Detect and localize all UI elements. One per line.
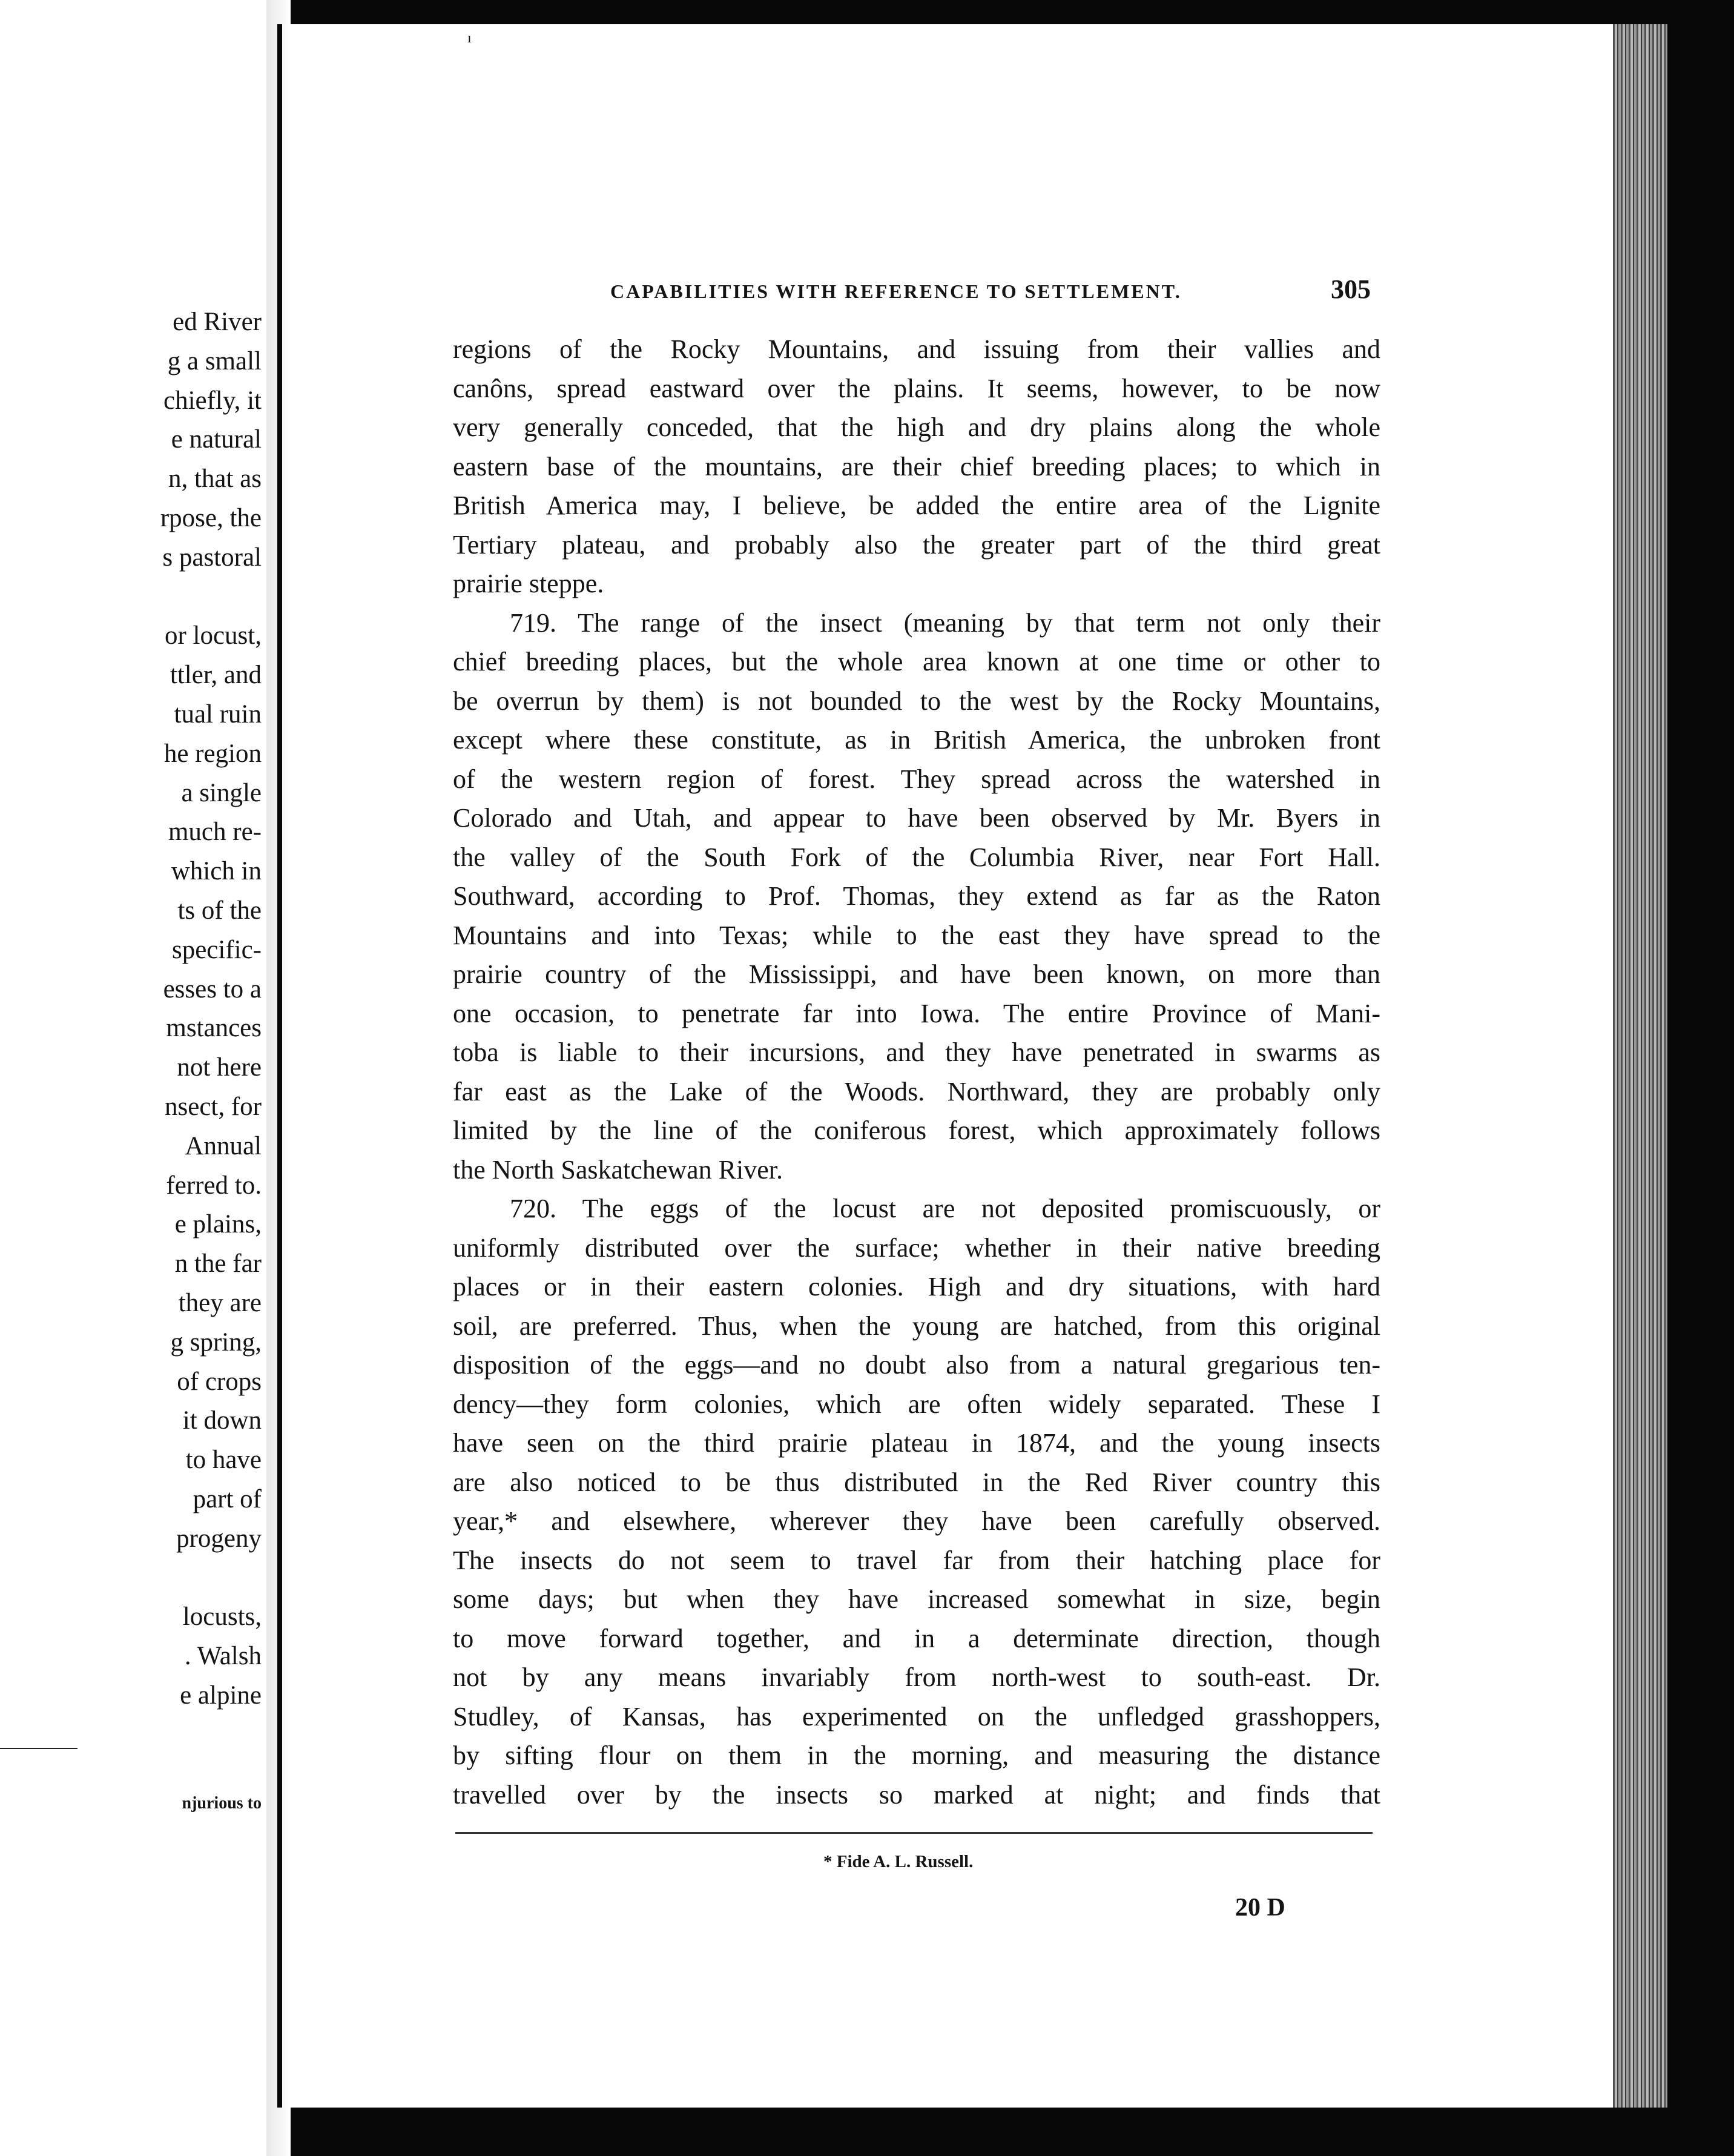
- facing-page-line: specific-: [171, 935, 262, 964]
- body-line: year,* and elsewhere, wherever they have been carefully observed.: [453, 1506, 1380, 1536]
- facing-page-fragment: [0, 0, 266, 2156]
- facing-page-line: s pastoral: [162, 543, 262, 572]
- facing-page-line: e plains,: [174, 1210, 262, 1239]
- facing-page-line: n, that as: [168, 465, 262, 494]
- facing-page-line: nsect, for: [165, 1093, 262, 1121]
- facing-page-line: they are: [178, 1289, 262, 1317]
- facing-page-line: Annual: [185, 1131, 262, 1160]
- facing-page-line: which in: [171, 857, 262, 886]
- page-number: 305: [1331, 274, 1371, 304]
- body-line: toba is liable to their incursions, and they have penetrated in swarms as: [453, 1037, 1380, 1067]
- facing-page-line: g a small: [167, 346, 262, 375]
- body-line: uniformly distributed over the surface; whether in their native breeding: [453, 1232, 1380, 1263]
- facing-page-line: e alpine: [180, 1681, 262, 1710]
- body-line: Tertiary plateau, and probably also the greater part of the third great: [453, 529, 1380, 560]
- facing-page-line: to have: [185, 1446, 262, 1475]
- body-line: to move forward together, and in a determinate direction, though: [453, 1623, 1380, 1653]
- facing-page-line: it down: [182, 1406, 262, 1435]
- body-text: [453, 330, 1380, 1814]
- body-line: are also noticed to be thus distributed in the Red River country this: [453, 1467, 1380, 1497]
- body-line: disposition of the eggs—and no doubt also from a natural gregarious ten-: [453, 1350, 1380, 1380]
- body-line: by sifting flour on them in the morning, and measuring the distance: [453, 1741, 1380, 1770]
- body-line: the valley of the South Fork of the Columbia River, near Fort Hall.: [453, 842, 1380, 872]
- facing-page-line: tual ruin: [174, 700, 262, 729]
- body-line: places or in their eastern colonies. High and dry situations, with hard: [453, 1272, 1380, 1301]
- body-line: dency—they form colonies, which are often widely separated. These I: [453, 1389, 1380, 1419]
- facing-page-line: g spring,: [170, 1328, 262, 1357]
- body-line: the North Saskatchewan River.: [453, 1154, 783, 1185]
- body-line: far east as the Lake of the Woods. Northward, they are probably only: [453, 1076, 1380, 1106]
- facing-page-line: or locust,: [164, 621, 262, 650]
- facing-page-line: progeny: [176, 1524, 262, 1553]
- body-line: Southward, according to Prof. Thomas, they extend as far as the Raton: [453, 881, 1380, 911]
- body-line: eastern base of the mountains, are their chief breeding places; to which in: [453, 451, 1380, 481]
- gutter-line: [277, 24, 282, 2108]
- margin-mark: ı: [467, 30, 472, 46]
- body-line: soil, are preferred. Thus, when the young are hatched, from this original: [453, 1311, 1380, 1341]
- body-line: canôns, spread eastward over the plains. It seems, however, to be now: [453, 373, 1380, 403]
- facing-page-line: locusts,: [182, 1602, 262, 1632]
- facing-page-line: a single: [181, 778, 262, 807]
- body-line: Colorado and Utah, and appear to have been observed by Mr. Byers in: [453, 803, 1380, 833]
- body-line: 720. The eggs of the locust are not deposited promiscuously, or: [510, 1194, 1380, 1223]
- body-line: British America may, I believe, be added the entire area of the Lignite: [453, 491, 1380, 520]
- body-line: have seen on the third prairie plateau in 1874, and the young insects: [453, 1428, 1380, 1458]
- facing-page-line: part of: [193, 1485, 262, 1513]
- facing-page-line: of crops: [177, 1367, 262, 1396]
- body-line: be overrun by them) is not bounded to the west by the Rocky Mountains,: [453, 686, 1380, 716]
- body-line: Studley, of Kansas, has experimented on the unfledged grasshoppers,: [453, 1701, 1380, 1731]
- facing-page-footnote-rule: [0, 1748, 77, 1749]
- facing-page-line: chiefly, it: [163, 386, 262, 415]
- running-head: CAPABILITIES WITH REFERENCE TO SETTLEMENT.: [610, 280, 1182, 302]
- facing-page-footnote: njurious to: [182, 1794, 262, 1813]
- body-line: Mountains and into Texas; while to the east they have spread to the: [453, 920, 1380, 950]
- body-line: of the western region of forest. They spread across the watershed in: [453, 764, 1380, 794]
- facing-page-line: e natural: [171, 425, 262, 454]
- signature-mark: 20 D: [1235, 1894, 1285, 1922]
- body-line: travelled over by the insects so marked at night; and finds that: [453, 1779, 1380, 1810]
- facing-page-line: much re-: [168, 818, 262, 847]
- facing-page-line: . Walsh: [184, 1642, 262, 1671]
- body-line: limited by the line of the coniferous forest, which approximately follows: [453, 1116, 1380, 1145]
- footnote: * Fide A. L. Russell.: [823, 1852, 974, 1871]
- facing-page-line: he region: [163, 739, 262, 768]
- body-line: very generally conceded, that the high and dry plains along the whole: [453, 412, 1380, 442]
- body-line: prairie steppe.: [453, 569, 604, 598]
- body-line: except where these constitute, as in British America, the unbroken front: [453, 725, 1380, 755]
- facing-page-line: ed River: [173, 308, 262, 336]
- book-page-edges: [1613, 24, 1667, 2108]
- facing-page-line: ferred to.: [166, 1171, 262, 1200]
- scan-border-right: [1667, 0, 1734, 2156]
- body-line: chief breeding places, but the whole area known at one time or other to: [453, 647, 1380, 676]
- facing-page-line: ttler, and: [170, 661, 262, 690]
- facing-page-line: rpose, the: [160, 504, 262, 532]
- facing-page-line: ts of the: [177, 896, 262, 925]
- body-line: The insects do not seem to travel far from their hatching place for: [453, 1545, 1380, 1575]
- facing-page-line: mstances: [166, 1014, 262, 1043]
- body-line: prairie country of the Mississippi, and have been known, on more than: [453, 959, 1380, 989]
- body-line: not by any means invariably from north-west to south-east. Dr.: [453, 1662, 1380, 1692]
- body-line: 719. The range of the insect (meaning by that term not only their: [510, 607, 1380, 638]
- facing-page-line: esses to a: [163, 974, 262, 1004]
- facing-page-line: n the far: [174, 1249, 262, 1278]
- facing-page-line: not here: [177, 1053, 262, 1082]
- footnote-rule: [455, 1832, 1373, 1834]
- body-line: one occasion, to penetrate far into Iowa. The entire Province of Mani-: [453, 998, 1380, 1028]
- body-line: some days; but when they have increased somewhat in size, begin: [453, 1584, 1380, 1614]
- body-line: regions of the Rocky Mountains, and issuing from their vallies and: [453, 334, 1380, 364]
